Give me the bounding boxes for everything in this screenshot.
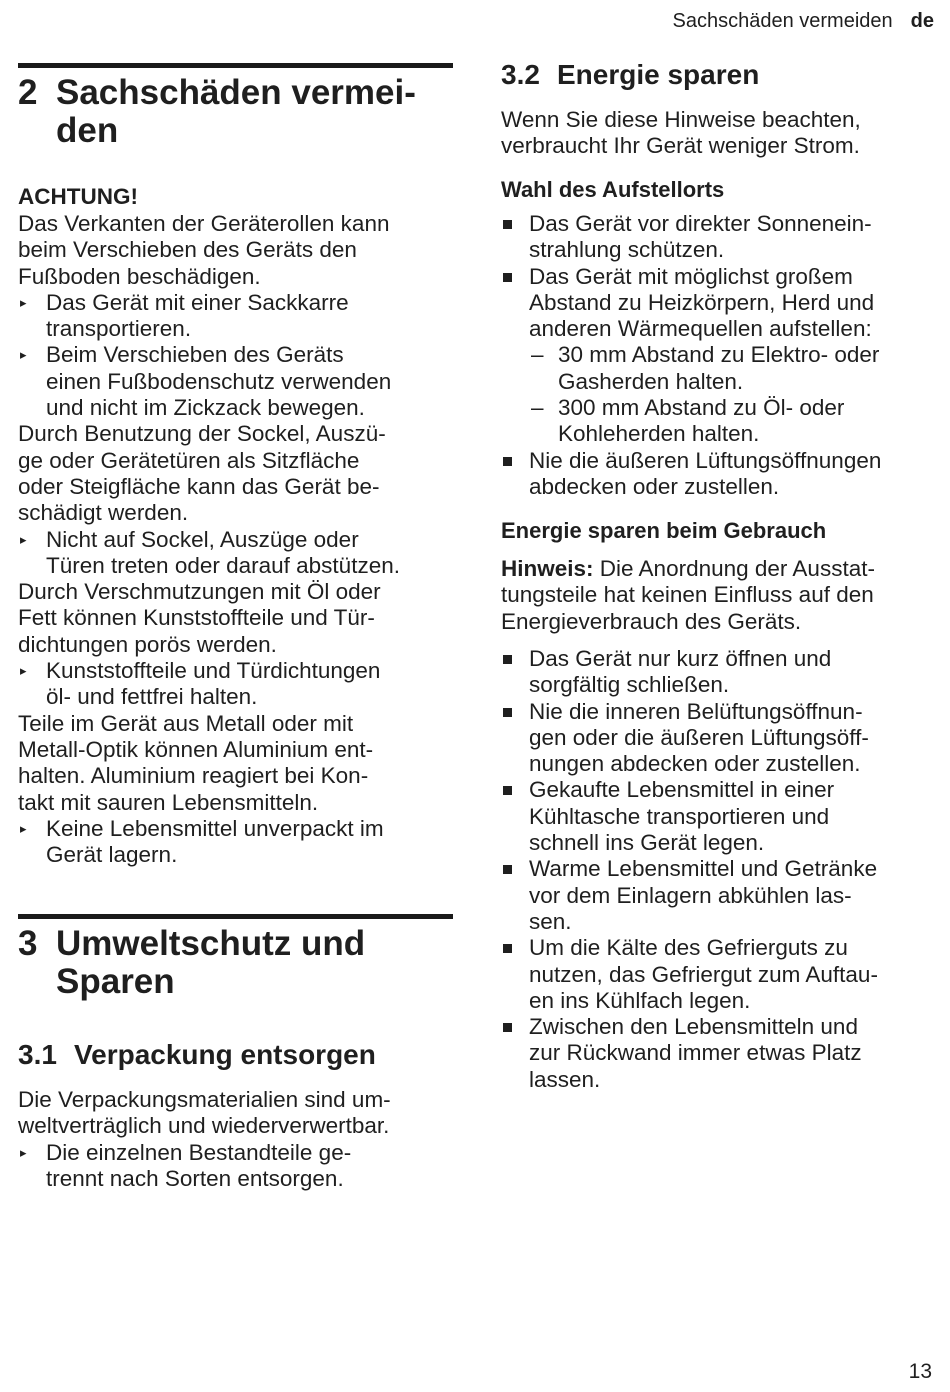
section-number: 3 [18, 924, 38, 963]
heading-gebrauch: Energie sparen beim Gebrauch [501, 518, 827, 543]
line-text: Gerät lagern. [46, 842, 178, 868]
section-3-title [18, 925, 453, 1001]
line-text: gen oder die äußeren Lüftungsöff- [529, 724, 869, 750]
arrow-bullet-icon: ▸ [20, 663, 27, 679]
section-2-title [18, 74, 453, 150]
warning-label: ACHTUNG! [18, 184, 138, 209]
section-2-body [18, 211, 453, 868]
line-text: Nie die äußeren Lüftungsöffnungen [529, 447, 882, 473]
line-text: anderen Wärmequellen aufstellen: [529, 316, 872, 342]
header-title: Sachschäden vermeiden [672, 10, 893, 32]
paragraph-line [18, 1087, 453, 1113]
line-text: sorgfältig schließen. [529, 672, 730, 698]
line-text: beim Verschieben des Geräts den [18, 237, 357, 263]
instruction-item [18, 342, 453, 368]
list-item-continuation [501, 988, 941, 1014]
list-item [501, 856, 941, 882]
title-line: den [56, 111, 119, 150]
dash-bullet-icon: – [531, 395, 544, 421]
list-item [501, 448, 941, 474]
line-text: nungen abdecken oder zustellen. [529, 751, 861, 777]
square-bullet-icon [503, 944, 512, 953]
paragraph-line [18, 605, 453, 631]
line-text: Türen treten oder darauf abstützen. [46, 552, 400, 578]
line-text: abdecken oder zustellen. [529, 473, 780, 499]
note-paragraph [501, 556, 941, 635]
line-text: oder Steigfläche kann das Gerät be- [18, 473, 380, 499]
square-bullet-icon [503, 786, 512, 795]
subsection-number: 3.1 [18, 1039, 57, 1070]
line-text: strahlung schützen. [529, 237, 725, 263]
square-bullet-icon [503, 865, 512, 874]
text-line: verbraucht Ihr Gerät weniger Strom. [501, 133, 860, 159]
line-text: transportieren. [46, 316, 192, 342]
line-text: Um die Kälte des Gefrierguts zu [529, 935, 848, 961]
square-bullet-icon [503, 655, 512, 664]
line-text: Die einzelnen Bestandteile ge- [46, 1139, 352, 1165]
arrow-bullet-icon: ▸ [20, 294, 27, 310]
list-item [501, 211, 941, 237]
line-text: takt mit sauren Lebensmitteln. [18, 789, 319, 815]
list-item-continuation [501, 909, 941, 935]
text-line: Wenn Sie diese Hinweise beachten, [501, 107, 861, 132]
line-text: 300 mm Abstand zu Öl- oder [558, 395, 845, 421]
arrow-bullet-icon: ▸ [20, 347, 27, 363]
line-text: Das Gerät mit einer Sackkarre [46, 289, 349, 315]
text-line: tungsteile hat keinen Einfluss auf den [501, 582, 874, 608]
arrow-bullet-icon: ▸ [20, 531, 27, 547]
paragraph-line [18, 579, 453, 605]
sub-list-item-continuation [501, 369, 941, 395]
arrow-bullet-icon: ▸ [20, 820, 27, 836]
list-item-continuation [501, 290, 941, 316]
line-text: Kohleherden halten. [558, 421, 760, 447]
language-code: de [910, 10, 934, 32]
line-text: en ins Kühlfach legen. [529, 987, 751, 1013]
line-text: weltverträglich und wiederverwertbar. [18, 1113, 390, 1139]
line-text: und nicht im Zickzack bewegen. [46, 395, 365, 421]
list-item-continuation [18, 369, 453, 395]
line-text: Die Verpackungsmaterialien sind um- [18, 1087, 391, 1112]
line-text: nutzen, das Gefriergut zum Auftau- [529, 961, 878, 987]
line-text: Durch Verschmutzungen mit Öl oder [18, 579, 381, 605]
list-item [501, 699, 941, 725]
dash-bullet-icon: – [531, 342, 544, 368]
line-text: sen. [529, 908, 572, 934]
line-text: schnell ins Gerät legen. [529, 830, 765, 856]
paragraph-line [18, 763, 453, 789]
list-item-continuation [501, 883, 941, 909]
square-bullet-icon [503, 457, 512, 466]
line-text: lassen. [529, 1066, 601, 1092]
list-gebrauch [501, 646, 941, 1093]
line-text: Nie die inneren Belüftungsöffnun- [529, 698, 863, 724]
square-bullet-icon [503, 1023, 512, 1032]
section-number: 2 [18, 73, 38, 112]
list-item [501, 1014, 941, 1040]
list-item-continuation [501, 751, 941, 777]
line-text: trennt nach Sorten entsorgen. [46, 1165, 344, 1191]
line-text: dichtungen porös werden. [18, 631, 277, 657]
line-text: einen Fußbodenschutz verwenden [46, 368, 392, 394]
line-text: vor dem Einlagern abkühlen las- [529, 882, 852, 908]
line-text: Keine Lebensmittel unverpackt im [46, 815, 384, 841]
text-line: Energieverbrauch des Geräts. [501, 608, 802, 634]
line-text: schädigt werden. [18, 500, 189, 526]
instruction-item [18, 658, 453, 684]
paragraph-line [18, 421, 453, 447]
list-item-continuation [501, 474, 941, 500]
paragraph-line [18, 1113, 453, 1139]
subsection-title: Verpackung entsorgen [74, 1039, 376, 1070]
list-item-continuation [18, 395, 453, 421]
line-text: Beim Verschieben des Geräts [46, 342, 344, 368]
title-line: Sparen [56, 962, 175, 1001]
line-text: Durch Benutzung der Sockel, Auszü- [18, 421, 386, 447]
heading-aufstellort: Wahl des Aufstellorts [501, 177, 725, 202]
arrow-bullet-icon: ▸ [20, 1144, 27, 1160]
instruction-item [18, 816, 453, 842]
instruction-item [18, 527, 453, 553]
list-item-continuation [501, 672, 941, 698]
line-text: Das Gerät vor direkter Sonnenein- [529, 211, 872, 236]
line-text: Teile im Gerät aus Metall oder mit [18, 710, 354, 736]
note-text: Die Anordnung der Ausstat- [593, 556, 875, 581]
list-item-continuation [501, 725, 941, 751]
square-bullet-icon [503, 220, 512, 229]
list-item [501, 646, 941, 672]
list-item [501, 777, 941, 803]
paragraph-line [18, 737, 453, 763]
line-text: Kunststoffteile und Türdichtungen [46, 658, 381, 684]
list-item-continuation [501, 316, 941, 342]
paragraph-line [18, 448, 453, 474]
list-item-continuation [18, 684, 453, 710]
line-text: halten. Aluminium reagiert bei Kon- [18, 763, 369, 789]
line-text: Fußboden beschädigen. [18, 263, 261, 289]
line-text: öl- und fettfrei halten. [46, 684, 258, 710]
line-text: Gasherden halten. [558, 368, 744, 394]
section-rule [18, 914, 453, 919]
subsection-3-1-body [18, 1087, 453, 1192]
list-item-continuation [501, 962, 941, 988]
running-header [673, 8, 934, 34]
paragraph-line [18, 711, 453, 737]
line-text: zur Rückwand immer etwas Platz [529, 1040, 862, 1066]
line-text: ge oder Gerätetüren als Sitzfläche [18, 447, 360, 473]
line-text: Nicht auf Sockel, Auszüge oder [46, 526, 359, 552]
line-text: Metall-Optik können Aluminium ent- [18, 736, 374, 762]
section-rule [18, 63, 453, 68]
line-text: Abstand zu Heizkörpern, Herd und [529, 289, 875, 315]
list-item-continuation [501, 237, 941, 263]
square-bullet-icon [503, 708, 512, 717]
list-item-continuation [18, 1166, 453, 1192]
line-text: Das Gerät nur kurz öffnen und [529, 646, 832, 671]
intro-paragraph [501, 107, 941, 160]
sub-list-item-continuation [501, 421, 941, 447]
list-item-continuation [501, 1067, 941, 1093]
line-text: Das Gerät mit möglichst großem [529, 263, 853, 289]
list-item-continuation [18, 316, 453, 342]
list-item [501, 264, 941, 290]
page-number: 13 [908, 1360, 932, 1383]
paragraph-line [18, 500, 453, 526]
title-line: Umweltschutz und [56, 924, 366, 963]
paragraph-line [18, 632, 453, 658]
note-label: Hinweis: [501, 556, 594, 581]
instruction-item [18, 1140, 453, 1166]
list-item-continuation [501, 804, 941, 830]
paragraph-line [18, 264, 453, 290]
list-item-continuation [18, 553, 453, 579]
list-item-continuation [18, 842, 453, 868]
list-aufstellort [501, 211, 941, 500]
paragraph-line [18, 211, 453, 237]
paragraph-line [18, 237, 453, 263]
list-item-continuation [501, 830, 941, 856]
line-text: Das Verkanten der Geräterollen kann [18, 211, 390, 236]
list-item-continuation [501, 1040, 941, 1066]
paragraph-line [18, 474, 453, 500]
line-text: 30 mm Abstand zu Elektro- oder [558, 342, 880, 368]
sub-list-item [501, 395, 941, 421]
line-text: Warme Lebensmittel und Getränke [529, 856, 878, 882]
subsection-title: Energie sparen [557, 59, 760, 90]
line-text: Kühltasche transportieren und [529, 803, 830, 829]
title-line: Sachschäden vermei- [56, 73, 416, 112]
line-text: Gekaufte Lebensmittel in einer [529, 777, 835, 803]
line-text: Fett können Kunststoffteile und Tür- [18, 605, 375, 631]
subsection-3-1-title [18, 1039, 453, 1071]
subsection-number: 3.2 [501, 59, 540, 90]
sub-list-item [501, 342, 941, 368]
text-line [501, 556, 941, 582]
line-text: Zwischen den Lebensmitteln und [529, 1014, 858, 1040]
instruction-item [18, 290, 453, 316]
square-bullet-icon [503, 273, 512, 282]
list-item [501, 935, 941, 961]
subsection-3-2-title [501, 59, 941, 91]
paragraph-line [18, 790, 453, 816]
